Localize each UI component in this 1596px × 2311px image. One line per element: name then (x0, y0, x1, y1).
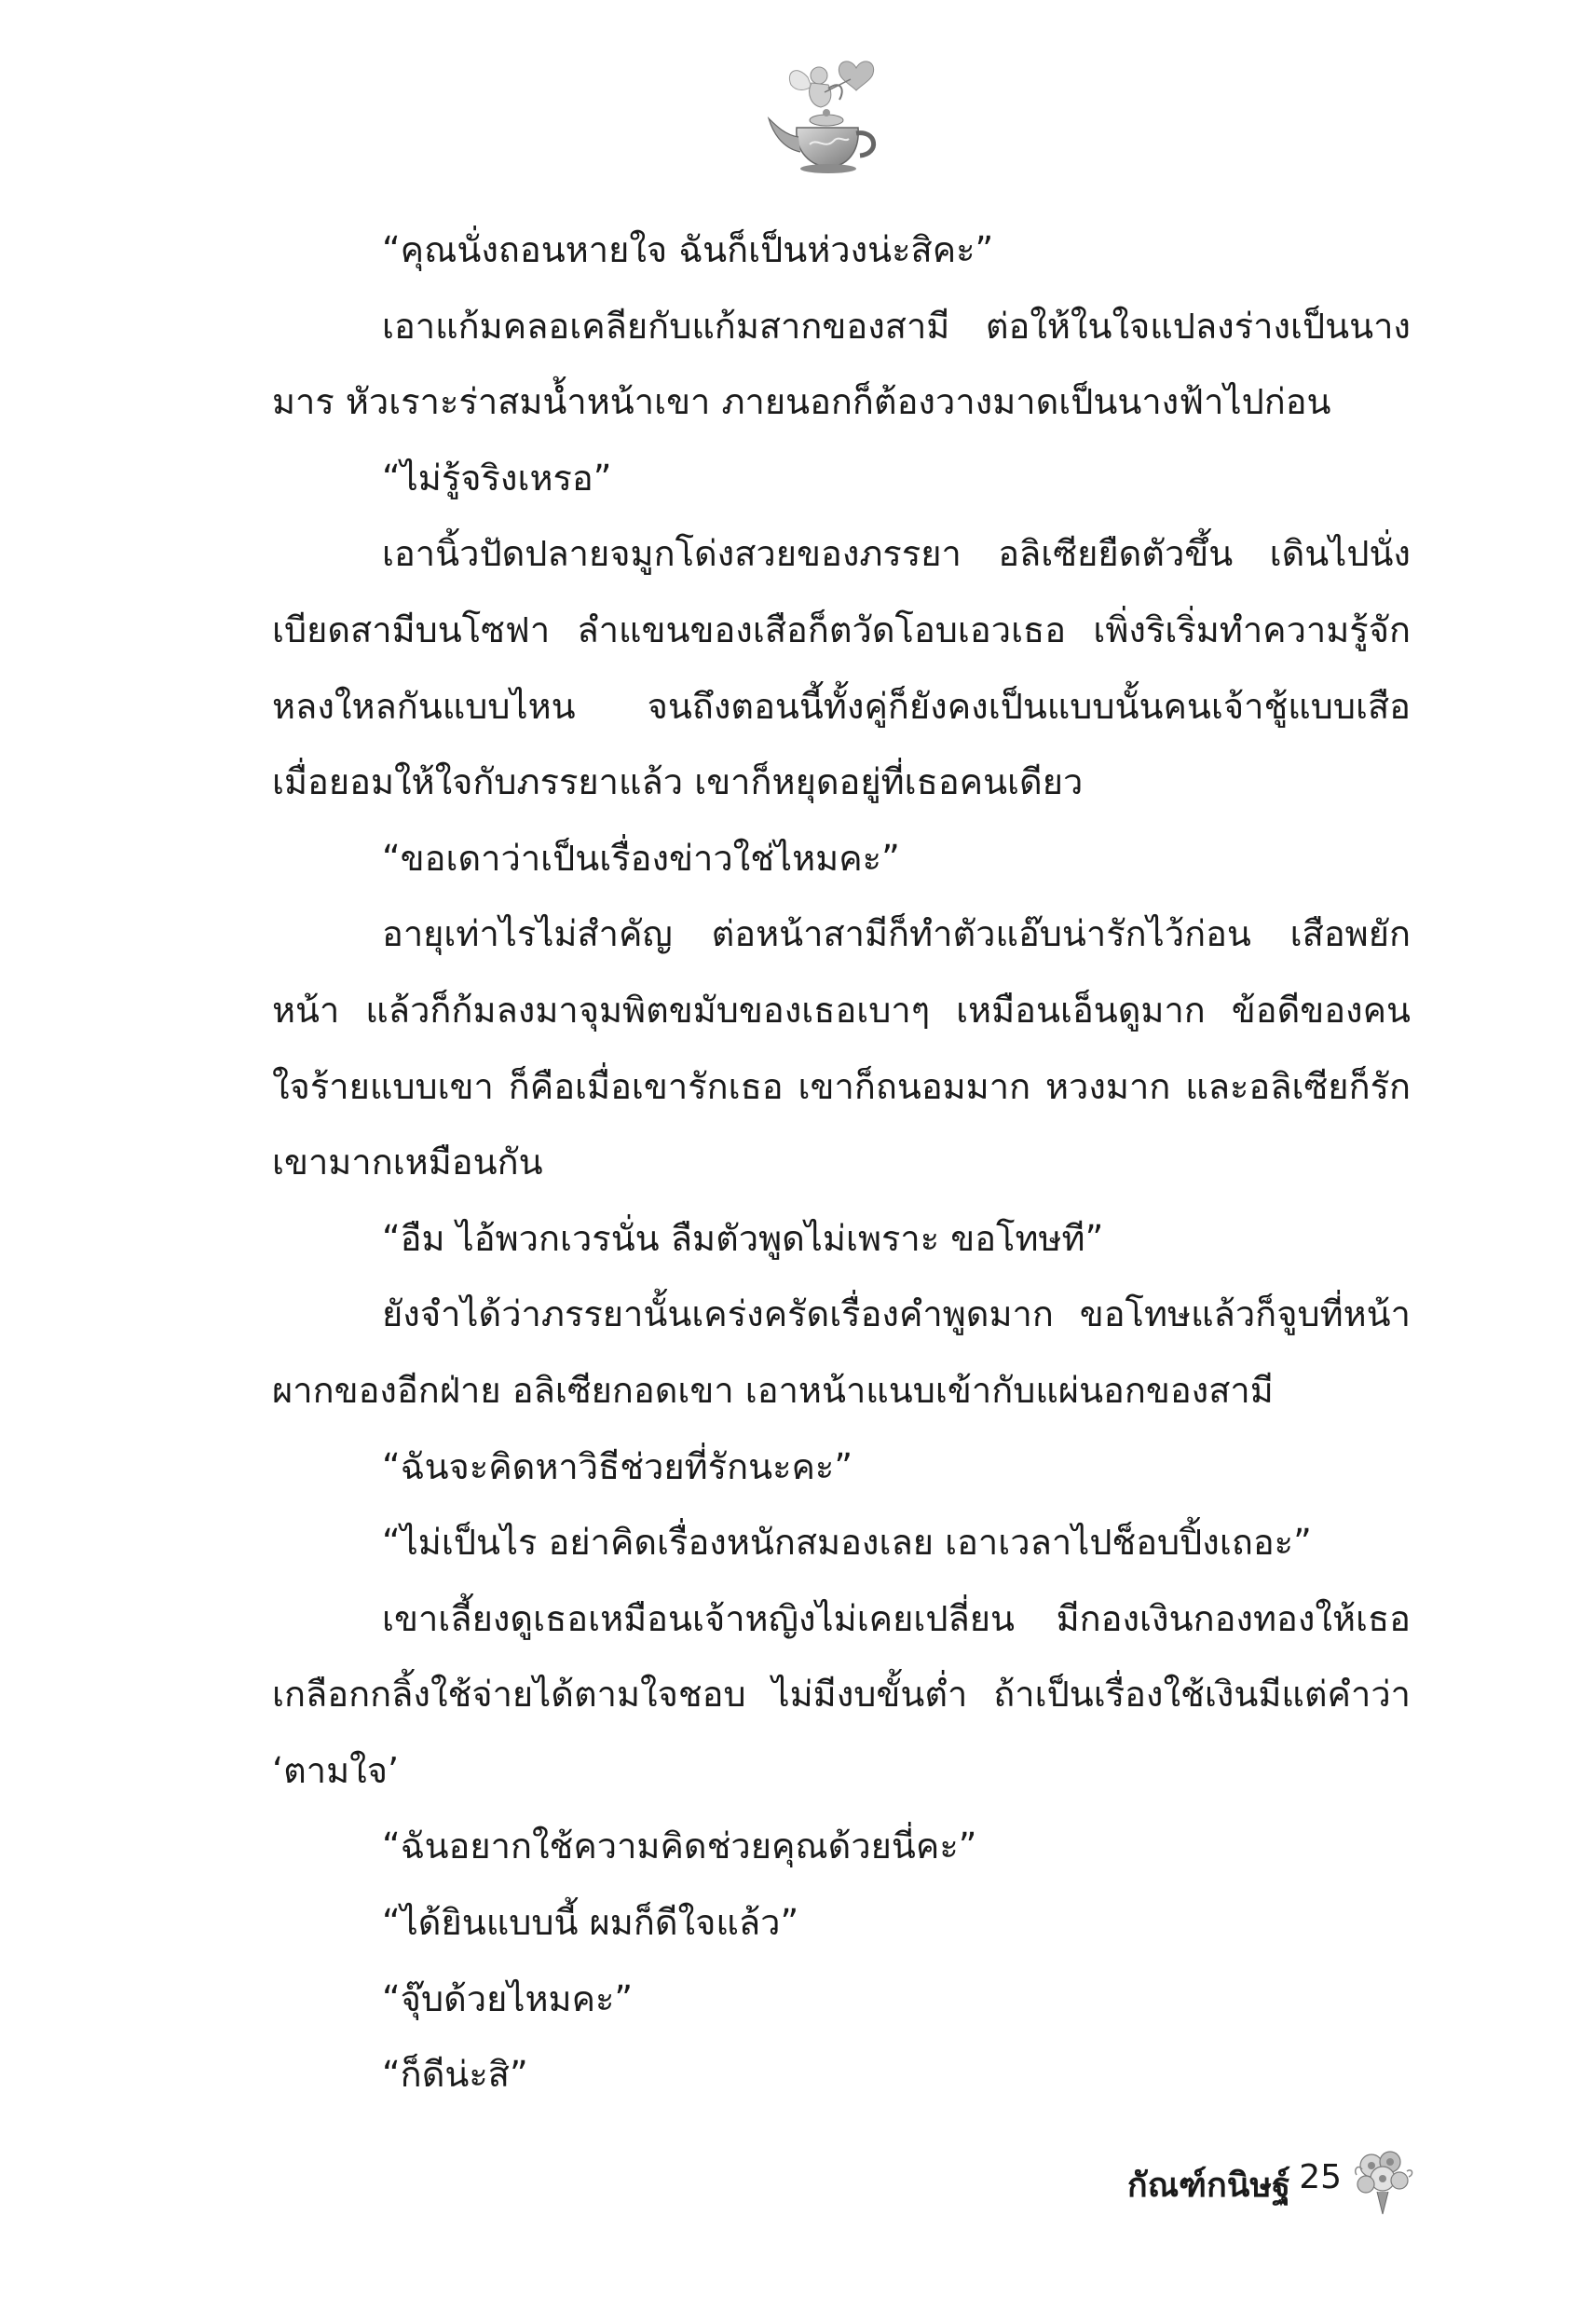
paragraph: “ไม่รู้จริงเหรอ” (382, 457, 612, 499)
paragraph: เอานิ้วปัดปลายจมูกโด่งสวยของภรรยา อลิเซียยืดตัวขึ้น เดินไปนั่งเบียดสามีบนโซฟา ลำแขนของเสือก็ตวัดโอบเอวเธอ เพิ่งริเริ่มทำความรู้จักหลงใหลกันแบบไหน จนถึงตอนนี้ทั้งคู่ก็ยังคงเป็นแบบนั้นคนเจ้าชู้แบบเสือ เมื่อยอมให้ใจกับภรรยาแล้ว เขาก็หยุดอยู่ที่เธอคนเดียว (272, 533, 1411, 803)
paragraph: เขาเลี้ยงดูเธอเหมือนเจ้าหญิงไม่เคยเปลี่ยน มีกองเงินกองทองให้เธอเกลือกกลิ้งใช้จ่ายได้ตามใจชอบ ไม่มีงบขั้นต่ำ ถ้าเป็นเรื่องใช้เงินมีแต่คำว่า ‘ตามใจ’ (272, 1597, 1411, 1791)
paragraph: “จุ๊บด้วยไหมคะ” (382, 1977, 634, 2019)
book-title: กัณฑ์กนิษฐ์ (1126, 2167, 1290, 2205)
paragraph: อายุเท่าไรไม่สำคัญ ต่อหน้าสามีก็ทำตัวแอ๊บน่ารักไว้ก่อน เสือพยักหน้า แล้วก็ก้มลงมาจุมพิตขมับของเธอเบาๆ เหมือนเอ็นดูมาก ข้อดีของคนใจร้ายแบบเขา ก็คือเมื่อเขารักเธอ เขาก็ถนอมมาก หวงมาก และอลิเซียก็รักเขามากเหมือนกัน (272, 913, 1411, 1183)
flower-bouquet-icon (1349, 2143, 1416, 2218)
paragraph: “ได้ยินแบบนี้ ผมก็ดีใจแล้ว” (382, 1902, 799, 1944)
paragraph: “อืม ไอ้พวกเวรนั่น ลืมตัวพูดไม่เพราะ ขอโทษที” (382, 1217, 1104, 1259)
paragraph: ยังจำได้ว่าภรรยานั้นเคร่งครัดเรื่องคำพูดมาก ขอโทษแล้วก็จูบที่หน้าผากของอีกฝ่าย อลิเซียกอดเขา เอาหน้าแนบเข้ากับแผ่นอกของสามี (272, 1293, 1411, 1411)
paragraph: “ขอเดาว่าเป็นเรื่องข่าวใช่ไหมคะ” (382, 837, 900, 879)
page-number: 25 (1299, 2158, 1342, 2196)
paragraph: “ฉันอยากใช้ความคิดช่วยคุณด้วยนี่คะ” (382, 1826, 977, 1867)
paragraph: “ไม่เป็นไร อย่าคิดเรื่องหนักสมองเลย เอาเวลาไปช็อบปิ้งเถอะ” (382, 1522, 1312, 1564)
cupid-teapot-ornament-icon (759, 51, 899, 191)
paragraph: “คุณนั่งถอนหายใจ ฉันก็เป็นห่วงน่ะสิคะ” (382, 229, 994, 270)
paragraph: เอาแก้มคลอเคลียกับแก้มสากของสามี ต่อให้ในใจแปลงร่างเป็นนางมาร หัวเราะร่าสมน้ำหน้าเขา ภายนอกก็ต้องวางมาดเป็นนางฟ้าไปก่อน (272, 305, 1411, 423)
paragraph: “ก็ดีน่ะสิ” (382, 2054, 528, 2096)
paragraph: “ฉันจะคิดหาวิธีช่วยที่รักนะคะ” (382, 1445, 853, 1487)
page-footer (1025, 2143, 1416, 2218)
body-text (272, 212, 1411, 2113)
